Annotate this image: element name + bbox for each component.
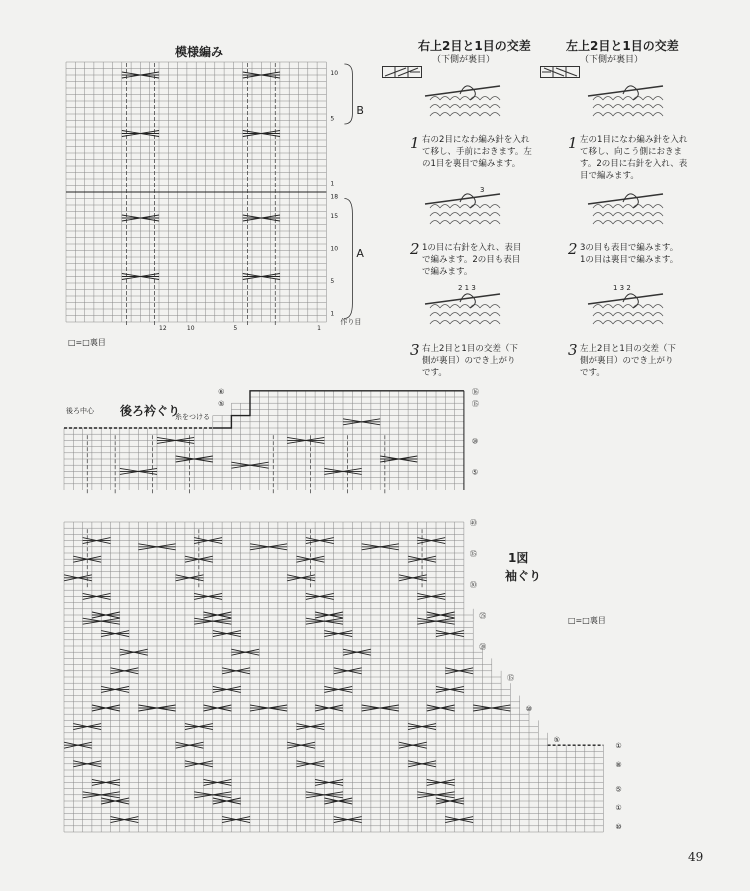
knit-loop <box>450 97 460 101</box>
diagonal-cross <box>427 705 455 711</box>
far-right-mark: ⑧ <box>615 760 622 769</box>
diagonal-cross <box>306 538 334 544</box>
knit-loop <box>430 305 440 309</box>
far-right-mark: ① <box>615 742 622 751</box>
knit-loop <box>450 321 460 325</box>
cast-on-label: 作り目 <box>340 318 362 326</box>
diagonal-cross <box>343 649 371 655</box>
knit-loop <box>633 113 643 117</box>
knit-loop <box>440 221 450 225</box>
right-cross-subtitle: （下側が裏目） <box>432 55 496 65</box>
knit-loop <box>653 221 663 225</box>
diagonal-cross <box>92 779 120 785</box>
right-cross-step-1-text: 右の2目になわ編み針を入れて移し、手前におきます。左の1目を裏目で編みます。 <box>422 135 532 169</box>
section-a-label: A <box>356 247 364 260</box>
diagonal-cross <box>111 817 139 823</box>
far-right-mark: ⑤ <box>615 785 622 794</box>
knit-loop <box>430 97 440 101</box>
knit-loop <box>460 213 470 217</box>
yarn-attach-label: 糸をつける <box>175 413 210 421</box>
main-right-mark: ⑤ <box>553 736 560 744</box>
knit-loop <box>440 105 450 109</box>
knit-loop <box>623 213 633 217</box>
knit-loop <box>593 113 603 117</box>
collar-right-mark: ⑩ <box>471 437 479 446</box>
diagonal-cross <box>64 742 92 748</box>
knit-loop <box>653 97 663 101</box>
bracket-b <box>344 64 352 124</box>
knit-loop <box>450 213 460 217</box>
diagonal-cross <box>101 798 129 804</box>
knit-loop <box>450 205 460 209</box>
diagonal-cross <box>185 761 213 767</box>
right-cross-step-2-text: 1の目に右針を入れ、表目で編みます。2の目も表目で編みます。 <box>422 243 522 277</box>
diagonal-cross <box>417 538 445 544</box>
diagonal-cross <box>408 724 436 730</box>
diagonal-cross <box>399 575 427 581</box>
row-number-b: 5 <box>330 115 335 123</box>
knit-loop <box>653 313 663 317</box>
knit-loop <box>490 113 500 117</box>
right-cross-illustration-3 <box>420 280 505 335</box>
knit-loop <box>613 213 623 217</box>
knit-loop <box>603 321 613 325</box>
diagonal-cross <box>194 593 222 599</box>
knit-loop <box>643 105 653 109</box>
collar-right-mark: ⑤ <box>471 468 479 477</box>
diagonal-cross <box>176 575 204 581</box>
far-right-mark: ⑩ <box>615 822 622 831</box>
right-cross-illustration-2 <box>420 180 505 235</box>
diagonal-cross <box>101 631 129 637</box>
diagonal-cross <box>222 817 250 823</box>
knit-loop <box>460 113 470 117</box>
main-chart <box>60 510 690 840</box>
knit-loop <box>633 313 643 317</box>
diagonal-cross <box>222 668 250 674</box>
figure-label: 1図 <box>508 551 529 565</box>
left-cross-step-2-num: 2 <box>568 240 578 258</box>
knit-loop <box>490 205 500 209</box>
knit-loop <box>623 105 633 109</box>
diagonal-cross <box>83 593 111 599</box>
left-cross-step-1-text: 左の1目になわ編み針を入れて移し、向こう側におきます。2の目に右針を入れ、表目で編みます。 <box>580 135 688 181</box>
diagonal-cross <box>101 686 129 692</box>
knitting-needle <box>588 194 663 204</box>
knit-loop <box>430 105 440 109</box>
collar-left-mark: ⑤ <box>218 400 225 409</box>
stitch-number: 12 <box>159 325 167 332</box>
right-cross-title: 右上2目と1目の交差 <box>418 39 531 53</box>
diagonal-cross <box>436 798 464 804</box>
knit-loop <box>643 305 653 309</box>
right-cross-step-3-num: 3 <box>410 341 420 359</box>
far-right-mark: ① <box>615 804 622 813</box>
knit-loop <box>613 321 623 325</box>
diagonal-cross <box>334 817 362 823</box>
knit-loop <box>643 205 653 209</box>
main-right-mark: ㊵ <box>469 519 477 527</box>
stitch-number: 5 <box>233 325 238 332</box>
diagonal-cross <box>92 612 120 618</box>
diagonal-cross <box>427 779 455 785</box>
knit-loop <box>490 213 500 217</box>
left-cross-symbol <box>540 66 580 78</box>
left-cross-illustration-3 <box>583 280 668 335</box>
knit-loop <box>440 305 450 309</box>
knit-loop <box>643 221 653 225</box>
knit-loop <box>613 113 623 117</box>
left-cross-step-2-text: 3の目も表目で編みます。1の目は裏目で編みます。 <box>580 243 679 265</box>
knit-loop <box>613 205 623 209</box>
stitch-number: 10 <box>186 325 195 332</box>
main-right-mark: ㉟ <box>469 550 477 558</box>
left-cross-step-1-num: 1 <box>568 134 578 152</box>
left-cross-step-3-num: 3 <box>568 341 578 359</box>
knit-loop <box>460 221 470 225</box>
knit-loop <box>593 97 603 101</box>
knit-loop <box>653 321 663 325</box>
knitting-needle <box>425 294 500 304</box>
main-right-mark: ⑮ <box>507 674 515 682</box>
diagonal-cross <box>324 631 352 637</box>
knit-loop <box>623 205 633 209</box>
knit-loop <box>633 105 643 109</box>
knit-loop <box>480 97 490 101</box>
diagonal-cross <box>399 742 427 748</box>
bracket-a <box>344 199 352 319</box>
left-cross-title: 左上2目と1目の交差 <box>566 39 679 53</box>
diagonal-cross <box>64 575 92 581</box>
left-cross-illustration-1 <box>583 72 668 130</box>
knit-loop <box>623 305 633 309</box>
diagonal-cross <box>213 631 241 637</box>
knit-loop <box>490 313 500 317</box>
knit-loop <box>603 113 613 117</box>
knit-loop <box>490 321 500 325</box>
knit-loop <box>460 105 470 109</box>
stitch-label: 1 3 2 <box>613 284 631 292</box>
knit-loop <box>460 321 470 325</box>
pattern-chart-title: 模様編み <box>175 45 224 59</box>
main-right-mark: ㉕ <box>479 612 487 620</box>
row-number-a: 10 <box>330 245 339 253</box>
stitch-label: 2 1 3 <box>458 284 476 292</box>
knit-loop <box>593 313 603 317</box>
knit-loop <box>450 221 460 225</box>
knit-loop <box>440 321 450 325</box>
knit-loop <box>633 321 643 325</box>
knit-loop <box>603 205 613 209</box>
right-cross-symbol <box>382 66 422 78</box>
knit-loop <box>430 205 440 209</box>
knitting-needle <box>425 194 500 204</box>
knit-loop <box>593 305 603 309</box>
knit-loop <box>653 113 663 117</box>
knit-loop <box>460 305 470 309</box>
knit-loop <box>593 221 603 225</box>
knitting-needle <box>425 86 500 96</box>
knit-loop <box>613 305 623 309</box>
row-number-a: 18 <box>330 193 339 201</box>
knit-loop <box>633 221 643 225</box>
knit-loop <box>623 97 633 101</box>
diagonal-cross <box>213 798 241 804</box>
diagonal-cross <box>287 575 315 581</box>
diagonal-cross <box>417 593 445 599</box>
knit-loop <box>653 105 663 109</box>
knit-loop <box>430 213 440 217</box>
knit-loop <box>470 105 480 109</box>
knit-loop <box>603 305 613 309</box>
diagonal-cross <box>213 686 241 692</box>
row-number-a: 5 <box>330 278 335 285</box>
knit-loop <box>613 97 623 101</box>
knit-loop <box>603 105 613 109</box>
pattern-legend: □=□裏目 <box>68 338 106 347</box>
diagonal-cross <box>287 742 315 748</box>
knit-loop <box>623 221 633 225</box>
knit-loop <box>470 213 480 217</box>
knit-loop <box>490 221 500 225</box>
knit-loop <box>470 321 480 325</box>
diagonal-cross <box>92 705 120 711</box>
armhole-label: 袖ぐり <box>505 569 542 583</box>
diagonal-cross <box>231 649 259 655</box>
diagonal-cross <box>204 612 232 618</box>
knit-loop <box>460 313 470 317</box>
knit-loop <box>643 213 653 217</box>
knit-loop <box>480 321 490 325</box>
diagonal-cross <box>315 612 343 618</box>
knit-loop <box>450 313 460 317</box>
knit-loop <box>450 305 460 309</box>
knit-loop <box>460 97 470 101</box>
diagonal-cross <box>445 668 473 674</box>
knit-loop <box>623 313 633 317</box>
knitting-needle <box>588 86 663 96</box>
diagonal-cross <box>111 668 139 674</box>
knit-loop <box>603 213 613 217</box>
diagonal-cross <box>324 798 352 804</box>
diagonal-cross <box>445 817 473 823</box>
right-cross-step-1-num: 1 <box>410 134 420 152</box>
knit-loop <box>653 213 663 217</box>
diagonal-cross <box>194 538 222 544</box>
knit-loop <box>440 205 450 209</box>
knit-loop <box>593 213 603 217</box>
diagonal-cross <box>315 779 343 785</box>
main-right-mark: ⑳ <box>479 643 487 651</box>
knit-loop <box>623 321 633 325</box>
diagonal-cross <box>73 761 101 767</box>
knit-loop <box>480 313 490 317</box>
knit-loop <box>613 313 623 317</box>
knit-loop <box>490 97 500 101</box>
diagonal-cross <box>334 668 362 674</box>
left-cross-step-3-text: 左上2目と1目の交差（下側が裏目）のでき上がりです。 <box>580 344 676 378</box>
page-number: 49 <box>688 850 704 864</box>
knit-loop <box>490 105 500 109</box>
right-cross-step-2-num: 2 <box>410 240 420 258</box>
knit-loop <box>653 205 663 209</box>
collar-title: 後ろ衿ぐり <box>120 404 181 418</box>
row-number-a: 1 <box>330 310 335 318</box>
diagonal-cross <box>324 686 352 692</box>
knit-loop <box>653 305 663 309</box>
knit-loop <box>440 313 450 317</box>
knit-loop <box>470 313 480 317</box>
row-number-a: 15 <box>330 213 339 220</box>
collar-chart <box>60 385 490 495</box>
diagonal-cross <box>120 649 148 655</box>
stitch-label: 3 <box>480 186 485 194</box>
knit-loop <box>440 97 450 101</box>
diagonal-cross <box>83 538 111 544</box>
knit-loop <box>450 105 460 109</box>
knit-loop <box>480 213 490 217</box>
diagonal-cross <box>73 724 101 730</box>
knit-loop <box>613 221 623 225</box>
stitch-number: 1 <box>317 325 321 332</box>
knitting-needle <box>588 294 663 304</box>
knit-loop <box>613 105 623 109</box>
diagonal-cross <box>427 612 455 618</box>
row-number-b: 1 <box>330 180 335 188</box>
main-legend: □=□裏目 <box>568 616 606 625</box>
knit-loop <box>480 305 490 309</box>
knit-loop <box>440 213 450 217</box>
knit-loop <box>643 321 653 325</box>
collar-right-mark: ⑮ <box>471 400 479 409</box>
knit-loop <box>480 113 490 117</box>
diagonal-cross <box>315 705 343 711</box>
knit-loop <box>593 105 603 109</box>
knit-loop <box>643 113 653 117</box>
knit-loop <box>430 313 440 317</box>
knit-loop <box>480 205 490 209</box>
diagonal-cross <box>306 593 334 599</box>
main-right-mark: ㉚ <box>469 581 477 589</box>
knit-loop <box>480 105 490 109</box>
diagonal-cross <box>436 631 464 637</box>
knit-loop <box>603 97 613 101</box>
right-cross-step-3-text: 右上2目と1目の交差（下側が裏目）のでき上がりです。 <box>422 344 518 378</box>
knit-loop <box>430 113 440 117</box>
knit-loop <box>480 221 490 225</box>
main-right-mark: ⑩ <box>525 705 532 713</box>
section-b-label: B <box>356 104 364 117</box>
collar-right-mark: ⑯ <box>471 387 479 396</box>
knit-loop <box>450 113 460 117</box>
knit-loop <box>593 205 603 209</box>
knit-loop <box>490 305 500 309</box>
collar-left-mark: ⑥ <box>218 387 225 396</box>
knit-loop <box>643 97 653 101</box>
diagonal-cross <box>436 686 464 692</box>
knit-loop <box>460 205 470 209</box>
left-cross-illustration-2 <box>583 180 668 235</box>
knit-loop <box>430 321 440 325</box>
right-cross-illustration-1 <box>420 72 505 130</box>
knit-loop <box>593 321 603 325</box>
row-number-b: 10 <box>330 70 339 77</box>
knit-loop <box>603 313 613 317</box>
diagonal-cross <box>176 742 204 748</box>
knit-loop <box>470 113 480 117</box>
pattern-chart <box>60 58 364 333</box>
knit-loop <box>470 221 480 225</box>
knit-loop <box>440 113 450 117</box>
diagonal-cross <box>185 724 213 730</box>
diagonal-cross <box>204 779 232 785</box>
diagonal-cross <box>408 761 436 767</box>
diagonal-cross <box>297 724 325 730</box>
knit-loop <box>603 221 613 225</box>
knit-loop <box>430 221 440 225</box>
knit-loop <box>633 213 643 217</box>
diagonal-cross <box>204 705 232 711</box>
collar-grid <box>64 391 464 490</box>
back-center-label: 後ろ中心 <box>66 407 94 415</box>
knit-loop <box>623 113 633 117</box>
left-cross-subtitle: （下側が裏目） <box>580 55 644 65</box>
knit-loop <box>643 313 653 317</box>
diagonal-cross <box>297 761 325 767</box>
